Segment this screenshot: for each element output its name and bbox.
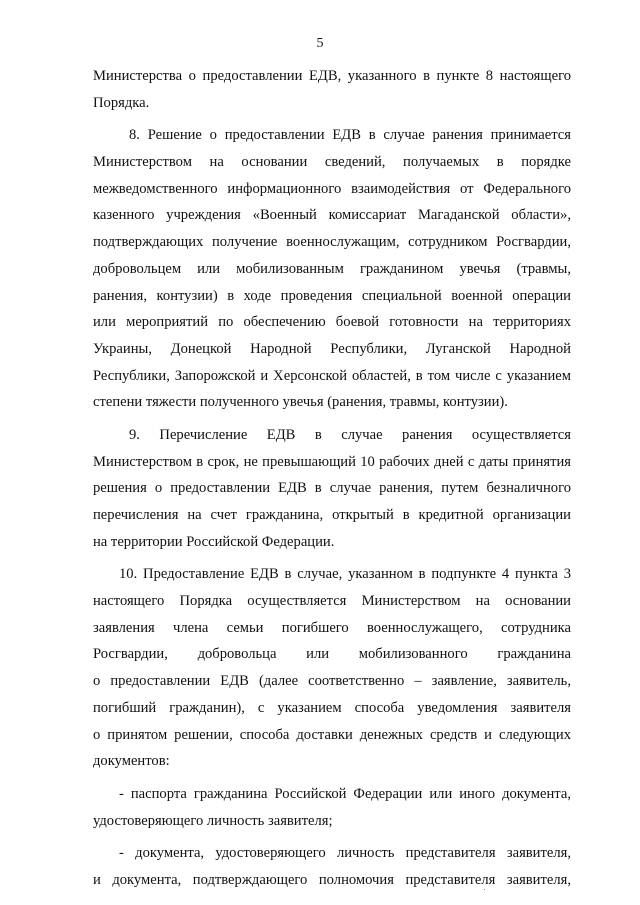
text-line: решения о предоставлении ЕДВ в случае ранения, путем безналичного [93, 480, 571, 497]
paragraph-9-start: 9. Перечисление ЕДВ в случае ранения осуществляется [129, 426, 571, 443]
text-line: межведомственного информационного взаимодействия от Федерального [93, 180, 571, 197]
text-line: или мероприятий по обеспечению боевой готовности на территориях [93, 314, 571, 331]
text-line: ранения, контузии) в ходе проведения специальной военной операции [93, 287, 571, 304]
list-item-passport: - паспорта гражданина Российской Федерации или иного документа, [119, 785, 571, 802]
text-line: и документа, подтверждающего полномочия представителя заявителя, [93, 871, 571, 888]
text-line: казенного учреждения «Военный комиссариат Магаданской области», [93, 207, 571, 224]
text-line: Республики, Запорожской и Херсонской областей, в том числе с указанием [93, 367, 571, 384]
text-line: Министерством на основании сведений, получаемых в порядке [93, 154, 571, 171]
text-line: Украины, Донецкой Народной Республики, Луганской Народной [93, 340, 571, 357]
text-line: о предоставлении ЕДВ (далее соответственно – заявление, заявитель, [93, 673, 571, 690]
paragraph-10-start: 10. Предоставление ЕДВ в случае, указанном в подпункте 4 пункта 3 [119, 566, 571, 583]
text-line: погибший гражданин), с указанием способа уведомления заявителя [93, 699, 571, 716]
text-line: удостоверяющего личность заявителя; [93, 812, 333, 829]
page-number: 5 [316, 36, 324, 51]
scan-speck [484, 889, 485, 890]
text-line: о принятом решении, способа доставки денежных средств и следующих [93, 726, 571, 743]
text-line: степени тяжести полученного увечья (ранения, травмы, контузии). [93, 394, 508, 411]
text-line: Министерством в срок, не превышающий 10 рабочих дней с даты принятия [93, 453, 571, 470]
text-line: Порядка. [93, 94, 150, 111]
text-line: на территории Российской Федерации. [93, 533, 335, 550]
text-line: заявления члена семьи погибшего военнослужащего, сотрудника [93, 619, 571, 636]
text-line: перечисления на счет гражданина, открытый в кредитной организации [93, 507, 571, 523]
text-line: Росгвардии, добровольца или мобилизованного гражданина [93, 646, 571, 663]
text-line: Министерства о предоставлении ЕДВ, указанного в пункте 8 настоящего [93, 68, 571, 84]
text-line: настоящего Порядка осуществляется Министерством на основании [93, 593, 571, 610]
document-body [93, 63, 571, 894]
text-line: документов: [93, 753, 170, 770]
text-line: добровольцем или мобилизованным гражданином увечья (травмы, [93, 260, 571, 277]
text-line: подтверждающих получение военнослужащим, сотрудником Росгвардии, [93, 234, 571, 251]
paragraph-8-start: 8. Решение о предоставлении ЕДВ в случае ранения принимается [129, 127, 571, 144]
list-item-representative: - документа, удостоверяющего личность представителя заявителя, [119, 845, 571, 862]
